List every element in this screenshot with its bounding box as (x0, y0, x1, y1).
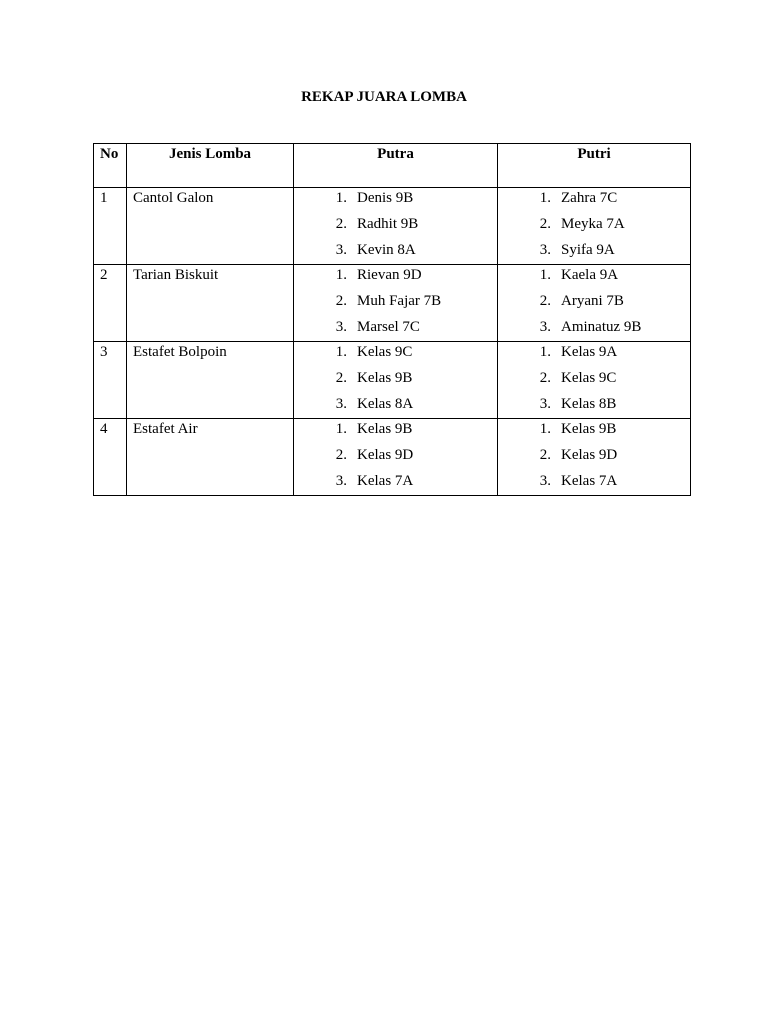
rank-number: 3. (335, 473, 347, 489)
table-header-row (94, 144, 691, 188)
rank-number: 1. (539, 190, 551, 206)
cell-putra (294, 419, 498, 496)
winner-list (294, 188, 497, 263)
rank-number: 2. (335, 216, 347, 232)
rank-number: 1. (335, 267, 347, 283)
winner-name: Kelas 9B (561, 421, 617, 437)
rank-number: 1. (539, 344, 551, 360)
list-item (294, 471, 497, 494)
rank-number: 3. (539, 242, 551, 258)
rank-number: 2. (335, 447, 347, 463)
cell-putri (498, 342, 691, 419)
list-item (294, 188, 497, 214)
page-title: REKAP JUARA LOMBA (301, 89, 467, 105)
winner-name: Kelas 9A (561, 344, 618, 360)
cell-jenis-lomba: Estafet Bolpoin (127, 342, 294, 419)
cell-putra (294, 265, 498, 342)
winner-name: Marsel 7C (357, 319, 420, 335)
winner-name: Kelas 9D (357, 447, 414, 463)
rank-number: 3. (335, 319, 347, 335)
winner-list (498, 342, 690, 417)
winner-name: Kelas 8A (357, 396, 414, 412)
list-item (294, 419, 497, 445)
cell-putri (498, 188, 691, 265)
rank-number: 1. (335, 344, 347, 360)
winner-list (498, 265, 690, 340)
table-row (94, 419, 691, 496)
winner-name: Rievan 9D (357, 267, 422, 283)
rank-number: 3. (335, 242, 347, 258)
list-item (294, 265, 497, 291)
list-item (498, 214, 690, 240)
list-item (498, 265, 690, 291)
winner-name: Muh Fajar 7B (357, 293, 442, 309)
cell-putri (498, 265, 691, 342)
table-row (94, 342, 691, 419)
list-item (498, 445, 690, 471)
winner-name: Kevin 8A (357, 242, 416, 258)
header-putra: Putra (294, 144, 498, 188)
rank-number: 2. (539, 216, 551, 232)
winner-name: Aminatuz 9B (561, 319, 642, 335)
list-item (294, 291, 497, 317)
winner-name: Kelas 7A (357, 473, 414, 489)
cell-no: 1 (94, 188, 127, 265)
cell-putra (294, 342, 498, 419)
cell-jenis-lomba: Cantol Galon (127, 188, 294, 265)
winner-name: Kelas 9B (357, 370, 413, 386)
table-row (94, 265, 691, 342)
rank-number: 1. (539, 421, 551, 437)
cell-putri (498, 419, 691, 496)
rank-number: 1. (335, 421, 347, 437)
winner-name: Zahra 7C (561, 190, 618, 206)
winner-list (294, 342, 497, 417)
winner-list (498, 419, 690, 494)
list-item (294, 368, 497, 394)
list-item (294, 317, 497, 340)
cell-putra (294, 188, 498, 265)
results-table (93, 143, 691, 496)
table-row (94, 188, 691, 265)
rank-number: 3. (539, 396, 551, 412)
rank-number: 3. (539, 473, 551, 489)
winner-name: Aryani 7B (561, 293, 624, 309)
winner-name: Radhit 9B (357, 216, 419, 232)
winner-name: Syifa 9A (561, 242, 615, 258)
winner-name: Kelas 9D (561, 447, 618, 463)
cell-jenis-lomba: Estafet Air (127, 419, 294, 496)
list-item (294, 342, 497, 368)
list-item (498, 419, 690, 445)
winner-name: Kelas 9B (357, 421, 413, 437)
winner-name: Kelas 9C (561, 370, 617, 386)
cell-no: 2 (94, 265, 127, 342)
cell-no: 3 (94, 342, 127, 419)
winner-name: Kelas 9C (357, 344, 413, 360)
cell-jenis-lomba: Tarian Biskuit (127, 265, 294, 342)
rank-number: 2. (335, 293, 347, 309)
list-item (498, 188, 690, 214)
winner-list (498, 188, 690, 263)
list-item (294, 214, 497, 240)
winner-name: Denis 9B (357, 190, 414, 206)
list-item (294, 394, 497, 417)
list-item (498, 394, 690, 417)
list-item (294, 240, 497, 263)
rank-number: 3. (539, 319, 551, 335)
header-no: No (94, 144, 127, 188)
list-item (498, 317, 690, 340)
rank-number: 3. (335, 396, 347, 412)
list-item (294, 445, 497, 471)
list-item (498, 342, 690, 368)
list-item (498, 368, 690, 394)
rank-number: 2. (539, 370, 551, 386)
winner-list (294, 419, 497, 494)
winner-name: Meyka 7A (561, 216, 625, 232)
header-jenis-lomba: Jenis Lomba (127, 144, 294, 188)
winner-name: Kelas 8B (561, 396, 617, 412)
header-putri: Putri (498, 144, 691, 188)
rank-number: 2. (335, 370, 347, 386)
cell-no: 4 (94, 419, 127, 496)
winner-name: Kaela 9A (561, 267, 619, 283)
rank-number: 2. (539, 447, 551, 463)
winner-list (294, 265, 497, 340)
list-item (498, 240, 690, 263)
rank-number: 2. (539, 293, 551, 309)
rank-number: 1. (335, 190, 347, 206)
list-item (498, 291, 690, 317)
winner-name: Kelas 7A (561, 473, 618, 489)
rank-number: 1. (539, 267, 551, 283)
list-item (498, 471, 690, 494)
